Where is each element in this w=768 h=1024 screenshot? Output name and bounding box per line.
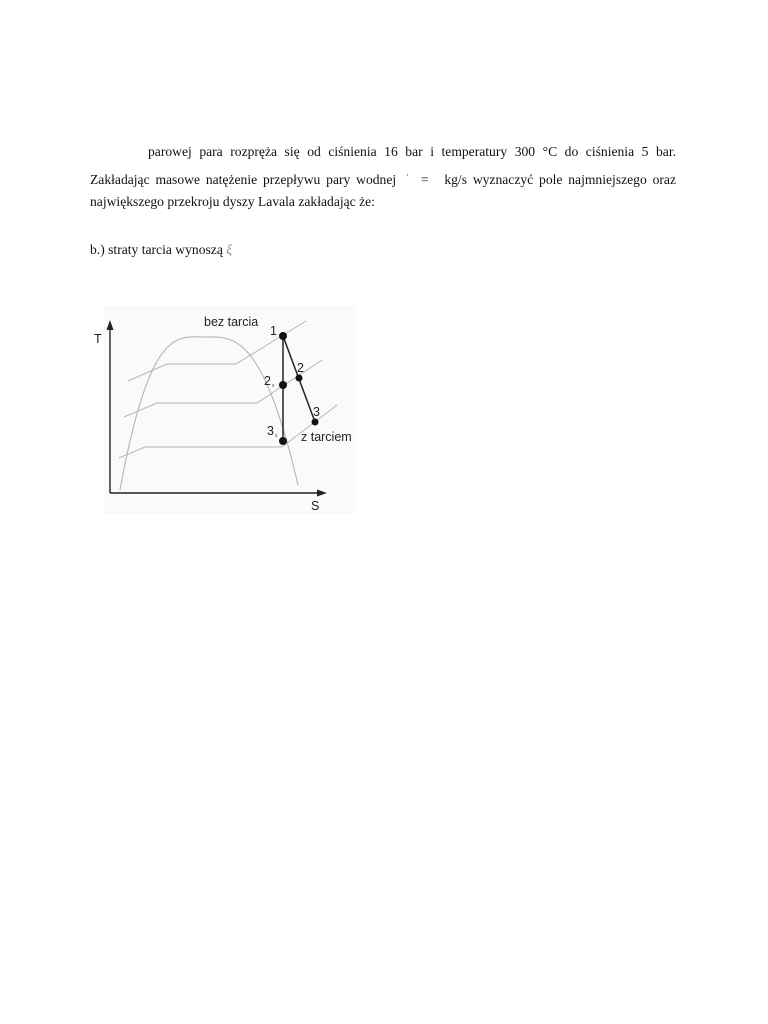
state-point-1 <box>279 332 287 340</box>
problem-line-2b: kg/s wyznaczyć pole najmniejszego oraz <box>444 171 676 187</box>
label-point-2s-sub: s <box>272 383 275 389</box>
state-point-3s <box>279 437 287 445</box>
label-point-3s-sub: s <box>275 433 278 439</box>
state-point-2 <box>296 375 303 382</box>
state-point-2s <box>279 381 287 389</box>
equals-sign: = <box>420 171 429 187</box>
label-z-tarciem: z tarciem <box>301 430 352 444</box>
mass-flow-dot: · <box>406 169 410 180</box>
condition-b-text: b.) straty tarcia wynoszą <box>90 242 223 257</box>
problem-line-3: największego przekroju dyszy Lavala zakładając że: <box>90 194 375 209</box>
label-point-3s: 3 <box>267 424 274 438</box>
label-point-1: 1 <box>270 324 277 338</box>
problem-line-1: parowej para rozpręża się od ciśnienia 16 bar i temperatury 300 °C do ciśnienia 5 bar. <box>148 144 676 159</box>
xi-symbol: ξ <box>226 242 233 257</box>
label-bez-tarcia: bez tarcia <box>204 315 259 329</box>
axis-label-s: S <box>311 499 320 513</box>
axis-label-t: T <box>94 332 102 346</box>
label-point-2: 2 <box>297 361 304 375</box>
state-point-3 <box>312 419 319 426</box>
label-point-2s: 2 <box>264 374 271 388</box>
problem-line-2a: Zakładając masowe natężenie przepływu pary wodnej <box>90 171 397 187</box>
label-point-3: 3 <box>313 405 320 419</box>
